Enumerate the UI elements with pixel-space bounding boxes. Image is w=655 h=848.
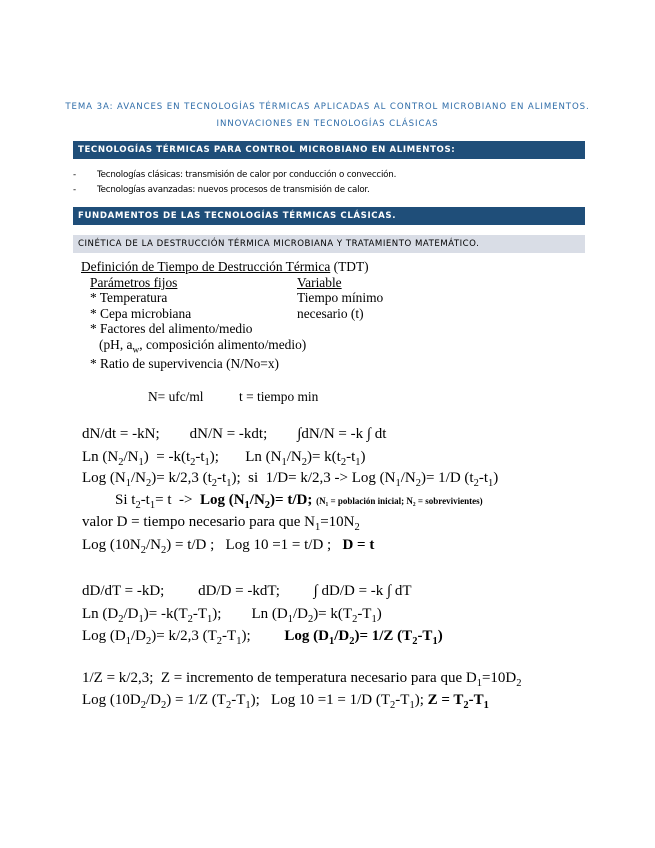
- tdt-definition-label: Definición de Tiempo de Destrucción Térmica: [81, 259, 331, 274]
- param-food-factors: * Factores del alimento/medio: [90, 321, 253, 336]
- title-line-2: INNOVACIONES EN TECNOLOGÍAS CLÁSICAS: [216, 119, 439, 129]
- param-strain: * Cepa microbiana: [90, 306, 192, 321]
- tdt-abbr: (TDT): [330, 259, 369, 274]
- variable-needed-t: necesario (t): [297, 306, 364, 321]
- variable-min-time: Tiempo mínimo: [297, 290, 384, 305]
- population-note: (N₁ = población inicial; N₂ = sobrevivientes): [316, 496, 483, 506]
- subsection-heading-kinetics: CINÉTICA DE LA DESTRUCCIÓN TÉRMICA MICROBIANA Y TRATAMIENTO MATEMÁTICO.: [73, 235, 585, 253]
- equation-log-d-z: Log $(D_1/D_2)= k/2,3$ $(T_2-T_1)$; Log $(D_1/D_2)= 1/Z$ $(T_2-T_1)$: [82, 628, 443, 647]
- document-title: [60, 99, 595, 133]
- bullet-marker: -: [73, 170, 77, 180]
- bullet-marker: -: [73, 185, 77, 195]
- variable-heading: Variable: [297, 275, 342, 290]
- fixed-parameters-heading: Parámetros fijos: [90, 275, 178, 290]
- param-ph-aw-a: (pH, a: [99, 337, 133, 352]
- equation-z-value: 1/Z = k/2,3; Z = incremento de temperatura necesario para que $D_1=10D_2$: [82, 670, 522, 689]
- equation-dd-dt: dD/dT = -kD; dD/D = -kdT; ∫ dD/D = -k ∫ dT: [82, 583, 412, 599]
- equation-log-d: Si $t_2-t_1= t$ -> Log $(N_1/N_2)= t/D$; (N₁ = población inicial; N₂ = sobrevivientes): [115, 492, 483, 511]
- equation-log-n: Log $(N_1/N_2)= k/2,3$ $(t_2-t_1)$; si 1/D= k/2,3 -> Log $(N_1/N_2)= 1/D$ $(t_2-t_1)$: [82, 470, 499, 489]
- list-item: [73, 183, 585, 198]
- equation-d-value: valor D = tiempo necesario para que $N_1=10N_2$: [82, 514, 360, 533]
- equation-z-equals: Log $(10D_2/D_2) = 1/Z$ $(T_2-T_1)$; Log 10 =1 = 1/D $(T_2-T_1)$; $Z = T_2-T_1$: [82, 692, 489, 711]
- param-ph-aw: [99, 337, 306, 356]
- equation-d-equals-t: Log $(10N_2/N_2) = t/D$ ; Log 10 =1 = t/D ; D = t: [82, 537, 375, 556]
- equation-dn-dt: dN/dt = -kN; dN/N = -kdt; ∫dN/N = -k ∫ dt: [82, 426, 387, 442]
- section-heading-thermal-technologies: TECNOLOGÍAS TÉRMICAS PARA CONTROL MICROBIANO EN ALIMENTOS:: [73, 141, 585, 159]
- title-line-1: TEMA 3A: AVANCES EN TECNOLOGÍAS TÉRMICAS APLICADAS AL CONTROL MICROBIANO EN ALIMENTOS.: [65, 102, 590, 112]
- list-item-text: Tecnologías clásicas: transmisión de calor por conducción o convección.: [97, 170, 397, 180]
- aw-subscript: w: [132, 345, 140, 356]
- bullet-list: [73, 168, 585, 198]
- param-survival-ratio: * Ratio de supervivencia (N/No=x): [90, 356, 280, 371]
- def-t: t = tiempo min: [239, 389, 319, 404]
- list-item: [73, 168, 585, 183]
- equation-ln-d: Ln $(D_2/D_1)= -k(T_2-T_1)$; Ln $(D_1/D_2)= k(T_2-T_1)$: [82, 606, 382, 625]
- section-heading-fundamentals: FUNDAMENTOS DE LAS TECNOLOGÍAS TÉRMICAS CLÁSICAS.: [73, 207, 585, 225]
- list-item-text: Tecnologías avanzadas: nuevos procesos de transmisión de calor.: [97, 185, 370, 195]
- def-n: N= ufc/ml: [148, 389, 204, 404]
- tdt-definition: [81, 259, 369, 275]
- equation-ln-n: Ln $(N_2/N_1) = -k(t_2-t_1)$; Ln $(N_1/N_2)= k(t_2-t_1)$: [82, 449, 366, 468]
- param-ph-aw-b: , composición alimento/medio): [139, 337, 307, 352]
- param-temperature: * Temperatura: [90, 290, 168, 305]
